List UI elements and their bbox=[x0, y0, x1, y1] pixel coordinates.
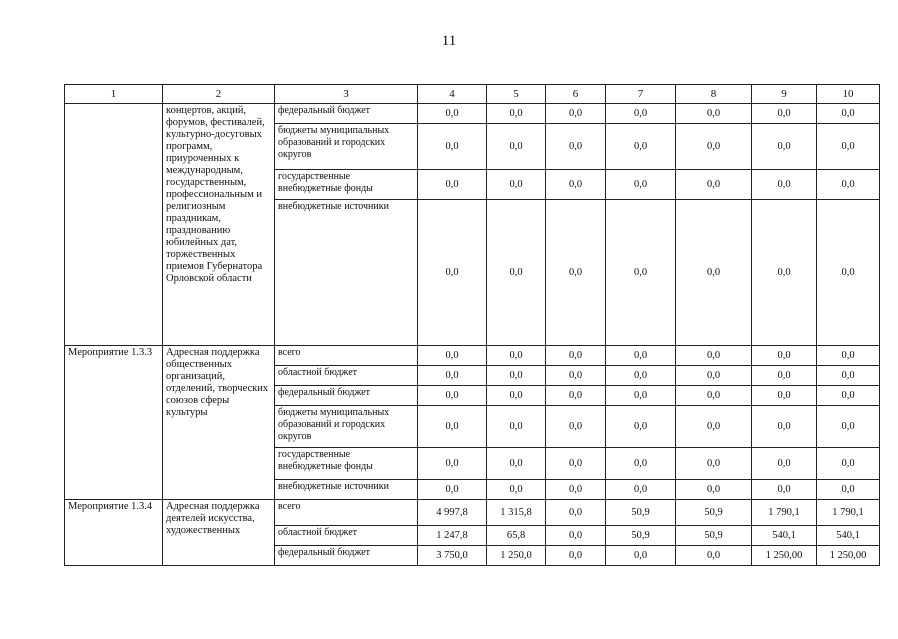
value-cell-col10: 540,1 bbox=[817, 526, 880, 546]
value-cell-col7: 0,0 bbox=[606, 366, 676, 386]
value-cell-col4: 0,0 bbox=[418, 200, 487, 346]
value-cell-col4: 3 750,0 bbox=[418, 546, 487, 566]
value-cell-col9: 0,0 bbox=[752, 200, 817, 346]
value-cell-col7: 0,0 bbox=[606, 386, 676, 406]
page-number: 11 bbox=[441, 33, 457, 49]
value-cell-col7: 0,0 bbox=[606, 480, 676, 500]
value-cell-col6: 0,0 bbox=[546, 448, 606, 480]
value-cell-col6: 0,0 bbox=[546, 346, 606, 366]
value-cell-col9: 0,0 bbox=[752, 170, 817, 200]
funding-source: федеральный бюджет bbox=[275, 104, 418, 124]
value-cell-col4: 0,0 bbox=[418, 448, 487, 480]
value-cell-col9: 0,0 bbox=[752, 346, 817, 366]
value-cell-col9: 0,0 bbox=[752, 480, 817, 500]
value-cell-col4: 0,0 bbox=[418, 104, 487, 124]
value-cell-col9: 1 250,00 bbox=[752, 546, 817, 566]
value-cell-col8: 0,0 bbox=[676, 346, 752, 366]
value-cell-col4: 0,0 bbox=[418, 366, 487, 386]
value-cell-col5: 0,0 bbox=[487, 406, 546, 448]
value-cell-col5: 0,0 bbox=[487, 170, 546, 200]
value-cell-col8: 0,0 bbox=[676, 546, 752, 566]
value-cell-col6: 0,0 bbox=[546, 386, 606, 406]
value-cell-col9: 0,0 bbox=[752, 406, 817, 448]
header-cell-8: 8 bbox=[676, 85, 752, 104]
value-cell-col9: 540,1 bbox=[752, 526, 817, 546]
value-cell-col8: 50,9 bbox=[676, 526, 752, 546]
header-cell-9: 9 bbox=[752, 85, 817, 104]
value-cell-col7: 0,0 bbox=[606, 346, 676, 366]
value-cell-col10: 0,0 bbox=[817, 406, 880, 448]
value-cell-col5: 0,0 bbox=[487, 346, 546, 366]
value-cell-col7: 0,0 bbox=[606, 406, 676, 448]
value-cell-col10: 1 250,00 bbox=[817, 546, 880, 566]
value-cell-col4: 0,0 bbox=[418, 480, 487, 500]
value-cell-col4: 0,0 bbox=[418, 170, 487, 200]
header-cell-7: 7 bbox=[606, 85, 676, 104]
value-cell-col6: 0,0 bbox=[546, 366, 606, 386]
value-cell-col8: 0,0 bbox=[676, 406, 752, 448]
value-cell-col7: 50,9 bbox=[606, 500, 676, 526]
value-cell-col9: 0,0 bbox=[752, 366, 817, 386]
funding-source: областной бюджет bbox=[275, 526, 418, 546]
value-cell-col8: 50,9 bbox=[676, 500, 752, 526]
value-cell-col4: 1 247,8 bbox=[418, 526, 487, 546]
funding-source: внебюджетные источники bbox=[275, 480, 418, 500]
value-cell-col8: 0,0 bbox=[676, 104, 752, 124]
value-cell-col8: 0,0 bbox=[676, 448, 752, 480]
activity-code bbox=[65, 104, 163, 346]
activity-name: Адресная поддержка деятелей искусства, художественных bbox=[163, 500, 275, 566]
budget-table bbox=[64, 84, 880, 566]
header-cell-10: 10 bbox=[817, 85, 880, 104]
funding-source: федеральный бюджет bbox=[275, 386, 418, 406]
activity-name: концертов, акций, форумов, фестивалей, культурно-досуговых программ, приуроченных к международным, государственным, профессиональным и религиозным праздникам, празднованию юбилейных дат, торжественных приемов Губернатора Орловской области bbox=[163, 104, 275, 346]
header-cell-1: 1 bbox=[65, 85, 163, 104]
value-cell-col7: 0,0 bbox=[606, 448, 676, 480]
table-row bbox=[65, 500, 880, 526]
funding-source: всего bbox=[275, 500, 418, 526]
value-cell-col8: 0,0 bbox=[676, 386, 752, 406]
funding-source: внебюджетные источники bbox=[275, 200, 418, 346]
value-cell-col10: 0,0 bbox=[817, 104, 880, 124]
value-cell-col5: 1 315,8 bbox=[487, 500, 546, 526]
value-cell-col9: 0,0 bbox=[752, 104, 817, 124]
header-cell-6: 6 bbox=[546, 85, 606, 104]
header-row bbox=[65, 85, 880, 104]
value-cell-col5: 1 250,0 bbox=[487, 546, 546, 566]
header-cell-3: 3 bbox=[275, 85, 418, 104]
value-cell-col7: 0,0 bbox=[606, 104, 676, 124]
activity-code: Мероприятие 1.3.3 bbox=[65, 346, 163, 500]
value-cell-col10: 0,0 bbox=[817, 366, 880, 386]
funding-source: областной бюджет bbox=[275, 366, 418, 386]
funding-source: бюджеты муниципальных образований и городских округов bbox=[275, 406, 418, 448]
table-row bbox=[65, 346, 880, 366]
value-cell-col10: 0,0 bbox=[817, 124, 880, 170]
value-cell-col5: 0,0 bbox=[487, 480, 546, 500]
value-cell-col4: 4 997,8 bbox=[418, 500, 487, 526]
value-cell-col8: 0,0 bbox=[676, 170, 752, 200]
activity-name: Адресная поддержка общественных организаций, отделений, творческих союзов сферы культуры bbox=[163, 346, 275, 500]
value-cell-col4: 0,0 bbox=[418, 124, 487, 170]
value-cell-col10: 0,0 bbox=[817, 346, 880, 366]
value-cell-col6: 0,0 bbox=[546, 104, 606, 124]
value-cell-col8: 0,0 bbox=[676, 366, 752, 386]
value-cell-col6: 0,0 bbox=[546, 406, 606, 448]
value-cell-col9: 1 790,1 bbox=[752, 500, 817, 526]
funding-source: государственные внебюджетные фонды bbox=[275, 170, 418, 200]
value-cell-col5: 0,0 bbox=[487, 124, 546, 170]
value-cell-col6: 0,0 bbox=[546, 124, 606, 170]
value-cell-col10: 0,0 bbox=[817, 448, 880, 480]
value-cell-col9: 0,0 bbox=[752, 386, 817, 406]
value-cell-col10: 1 790,1 bbox=[817, 500, 880, 526]
header-cell-5: 5 bbox=[487, 85, 546, 104]
value-cell-col5: 65,8 bbox=[487, 526, 546, 546]
funding-source: бюджеты муниципальных образований и городских округов bbox=[275, 124, 418, 170]
value-cell-col5: 0,0 bbox=[487, 386, 546, 406]
value-cell-col4: 0,0 bbox=[418, 386, 487, 406]
value-cell-col7: 0,0 bbox=[606, 546, 676, 566]
value-cell-col4: 0,0 bbox=[418, 406, 487, 448]
value-cell-col10: 0,0 bbox=[817, 480, 880, 500]
funding-source: государственные внебюджетные фонды bbox=[275, 448, 418, 480]
value-cell-col10: 0,0 bbox=[817, 170, 880, 200]
header-cell-2: 2 bbox=[163, 85, 275, 104]
value-cell-col5: 0,0 bbox=[487, 200, 546, 346]
value-cell-col6: 0,0 bbox=[546, 170, 606, 200]
value-cell-col8: 0,0 bbox=[676, 200, 752, 346]
value-cell-col6: 0,0 bbox=[546, 500, 606, 526]
activity-code: Мероприятие 1.3.4 bbox=[65, 500, 163, 566]
value-cell-col7: 0,0 bbox=[606, 124, 676, 170]
value-cell-col5: 0,0 bbox=[487, 366, 546, 386]
value-cell-col5: 0,0 bbox=[487, 104, 546, 124]
value-cell-col6: 0,0 bbox=[546, 546, 606, 566]
value-cell-col6: 0,0 bbox=[546, 200, 606, 346]
funding-source: федеральный бюджет bbox=[275, 546, 418, 566]
value-cell-col7: 0,0 bbox=[606, 170, 676, 200]
table-row bbox=[65, 104, 880, 124]
value-cell-col8: 0,0 bbox=[676, 124, 752, 170]
value-cell-col9: 0,0 bbox=[752, 448, 817, 480]
value-cell-col5: 0,0 bbox=[487, 448, 546, 480]
value-cell-col6: 0,0 bbox=[546, 526, 606, 546]
value-cell-col7: 0,0 bbox=[606, 200, 676, 346]
funding-source: всего bbox=[275, 346, 418, 366]
header-cell-4: 4 bbox=[418, 85, 487, 104]
value-cell-col10: 0,0 bbox=[817, 386, 880, 406]
value-cell-col6: 0,0 bbox=[546, 480, 606, 500]
value-cell-col7: 50,9 bbox=[606, 526, 676, 546]
value-cell-col4: 0,0 bbox=[418, 346, 487, 366]
value-cell-col9: 0,0 bbox=[752, 124, 817, 170]
value-cell-col10: 0,0 bbox=[817, 200, 880, 346]
value-cell-col8: 0,0 bbox=[676, 480, 752, 500]
